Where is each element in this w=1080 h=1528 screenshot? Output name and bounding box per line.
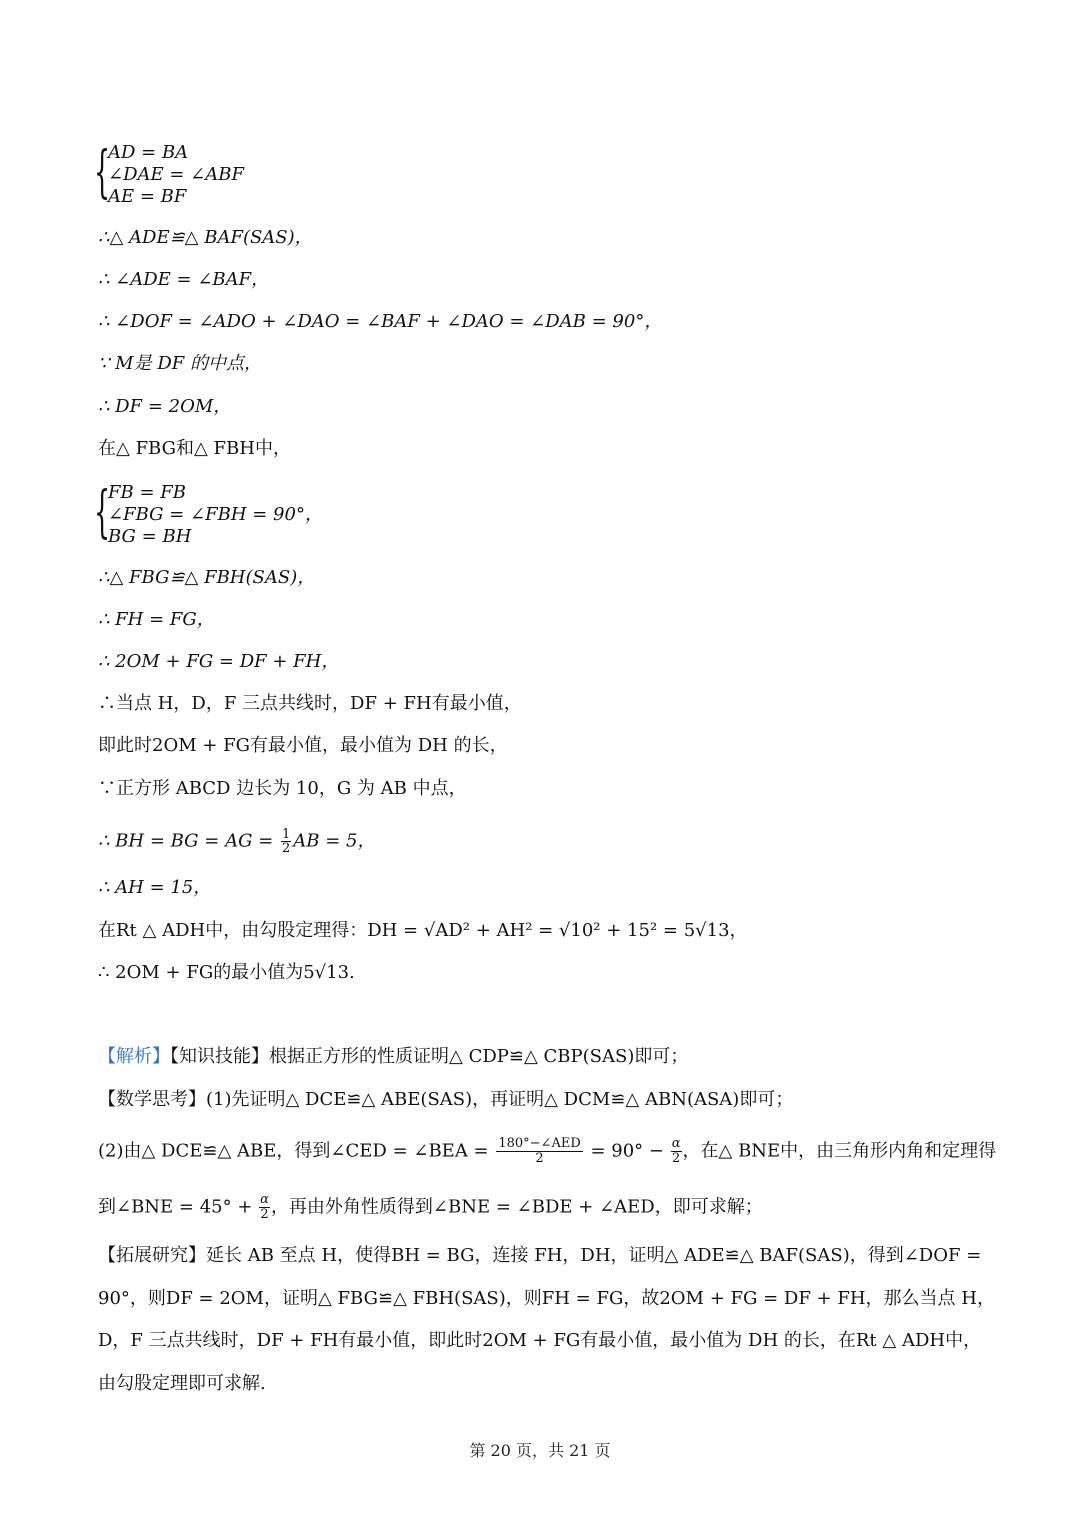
analysis-text: ，在△ BNE中，由三角形内角和定理得 <box>682 1140 997 1162</box>
analysis-text: = 90° − <box>584 1140 670 1162</box>
system-row: AD = BA <box>108 142 189 163</box>
system-row: FB = FB <box>108 482 186 503</box>
fraction-numerator: α <box>671 1136 681 1151</box>
system-row: ∠DAE = ∠ABF <box>108 164 244 185</box>
proof-line: 即此时2OM + FG有最小值，最小值为 DH 的长， <box>98 735 508 756</box>
proof-line: ∴△ FBG≌△ FBH(SAS)， <box>98 567 316 588</box>
proof-line: ∴ 2OM + FG的最小值为5√13. <box>98 962 355 983</box>
proof-line: ∴ 2OM + FG = DF + FH， <box>98 651 340 672</box>
analysis-tag: 【解析】 <box>98 1046 170 1067</box>
proof-line: ∴当点 H，D，F 三点共线时，DF + FH有最小值， <box>98 693 522 714</box>
fraction <box>259 1193 270 1222</box>
analysis-row <box>98 1137 996 1166</box>
fraction <box>281 828 291 855</box>
analysis-row: 【拓展研究】延长 AB 至点 H，使得BH = BG，连接 FH，DH，证明△ ADE≌△ BAF(SAS)，得到∠DOF = <box>98 1245 982 1266</box>
analysis-text: (2)由△ DCE≌△ ABE，得到∠CED = ∠BEA = <box>98 1140 495 1162</box>
proof-line-fraction <box>98 828 376 855</box>
proof-line: ∴ FH = FG， <box>98 609 215 630</box>
fraction-denominator: 2 <box>260 1207 269 1222</box>
analysis-row: 由勾股定理即可求解. <box>98 1373 266 1394</box>
analysis-row <box>98 1193 763 1222</box>
proof-line: ∴ ∠ADE = ∠BAF， <box>98 269 270 290</box>
fraction-denominator: 2 <box>671 1151 681 1166</box>
fraction <box>671 1137 682 1166</box>
proof-line: ∴ DF = 2OM， <box>98 396 232 417</box>
analysis-row: 90°，则DF = 2OM，证明△ FBG≌△ FBH(SAS)，则FH = FG，故2OM + FG = DF + FH，那么当点 H， <box>98 1288 995 1309</box>
proof-line: 在△ FBG和△ FBH中， <box>98 438 291 459</box>
analysis-text: ，再由外角性质得到∠BNE = ∠BDE + ∠AED，即可求解； <box>270 1196 763 1218</box>
proof-line: ∵正方形 ABCD 边长为 10，G 为 AB 中点， <box>98 778 467 799</box>
analysis-row: D，F 三点共线时，DF + FH有最小值，即此时2OM + FG有最小值，最小值为 DH 的长，在Rt △ ADH中， <box>98 1330 982 1351</box>
fraction-denominator: 2 <box>535 1151 544 1166</box>
fraction-numerator: α <box>260 1192 269 1207</box>
system-row: BG = BH <box>108 526 192 547</box>
proof-line: ∴△ ADE≌△ BAF(SAS)， <box>98 227 313 248</box>
document-page <box>94 0 997 1528</box>
analysis-text: 到∠BNE = 45° + <box>98 1196 259 1218</box>
left-brace-icon: { <box>94 140 111 205</box>
proof-line: ∴ AH = 15， <box>98 877 212 898</box>
analysis-text: 【知识技能】根据正方形的性质证明△ CDP≌△ CBP(SAS)即可； <box>170 1046 689 1067</box>
proof-line: ∴ ∠DOF = ∠ADO + ∠DAO = ∠BAF + ∠DAO = ∠DAB = 90°， <box>98 311 663 332</box>
system-row: ∠FBG = ∠FBH = 90°， <box>108 504 323 525</box>
fraction <box>496 1137 582 1166</box>
proof-text: AB = 5， <box>293 830 376 852</box>
fraction-numerator: 1 <box>282 827 291 842</box>
proof-line: 在Rt △ ADH中，由勾股定理得：DH = √AD² + AH² = √10² + 15² = 5√13， <box>98 920 748 941</box>
fraction-denominator: 2 <box>282 841 291 856</box>
left-brace-icon: { <box>94 480 111 545</box>
fraction-numerator: 180°−∠AED <box>498 1136 581 1151</box>
proof-text: ∴ BH = BG = AG = <box>98 830 279 852</box>
page-footer: 第 20 页，共 21 页 <box>469 1441 611 1460</box>
analysis-row <box>98 1046 688 1068</box>
analysis-row: 【数学思考】(1)先证明△ DCE≌△ ABE(SAS)，再证明△ DCM≌△ ABN(ASA)即可； <box>98 1089 794 1110</box>
system-row: AE = BF <box>108 186 187 207</box>
proof-line: ∵ M是 DF 的中点， <box>98 353 262 374</box>
